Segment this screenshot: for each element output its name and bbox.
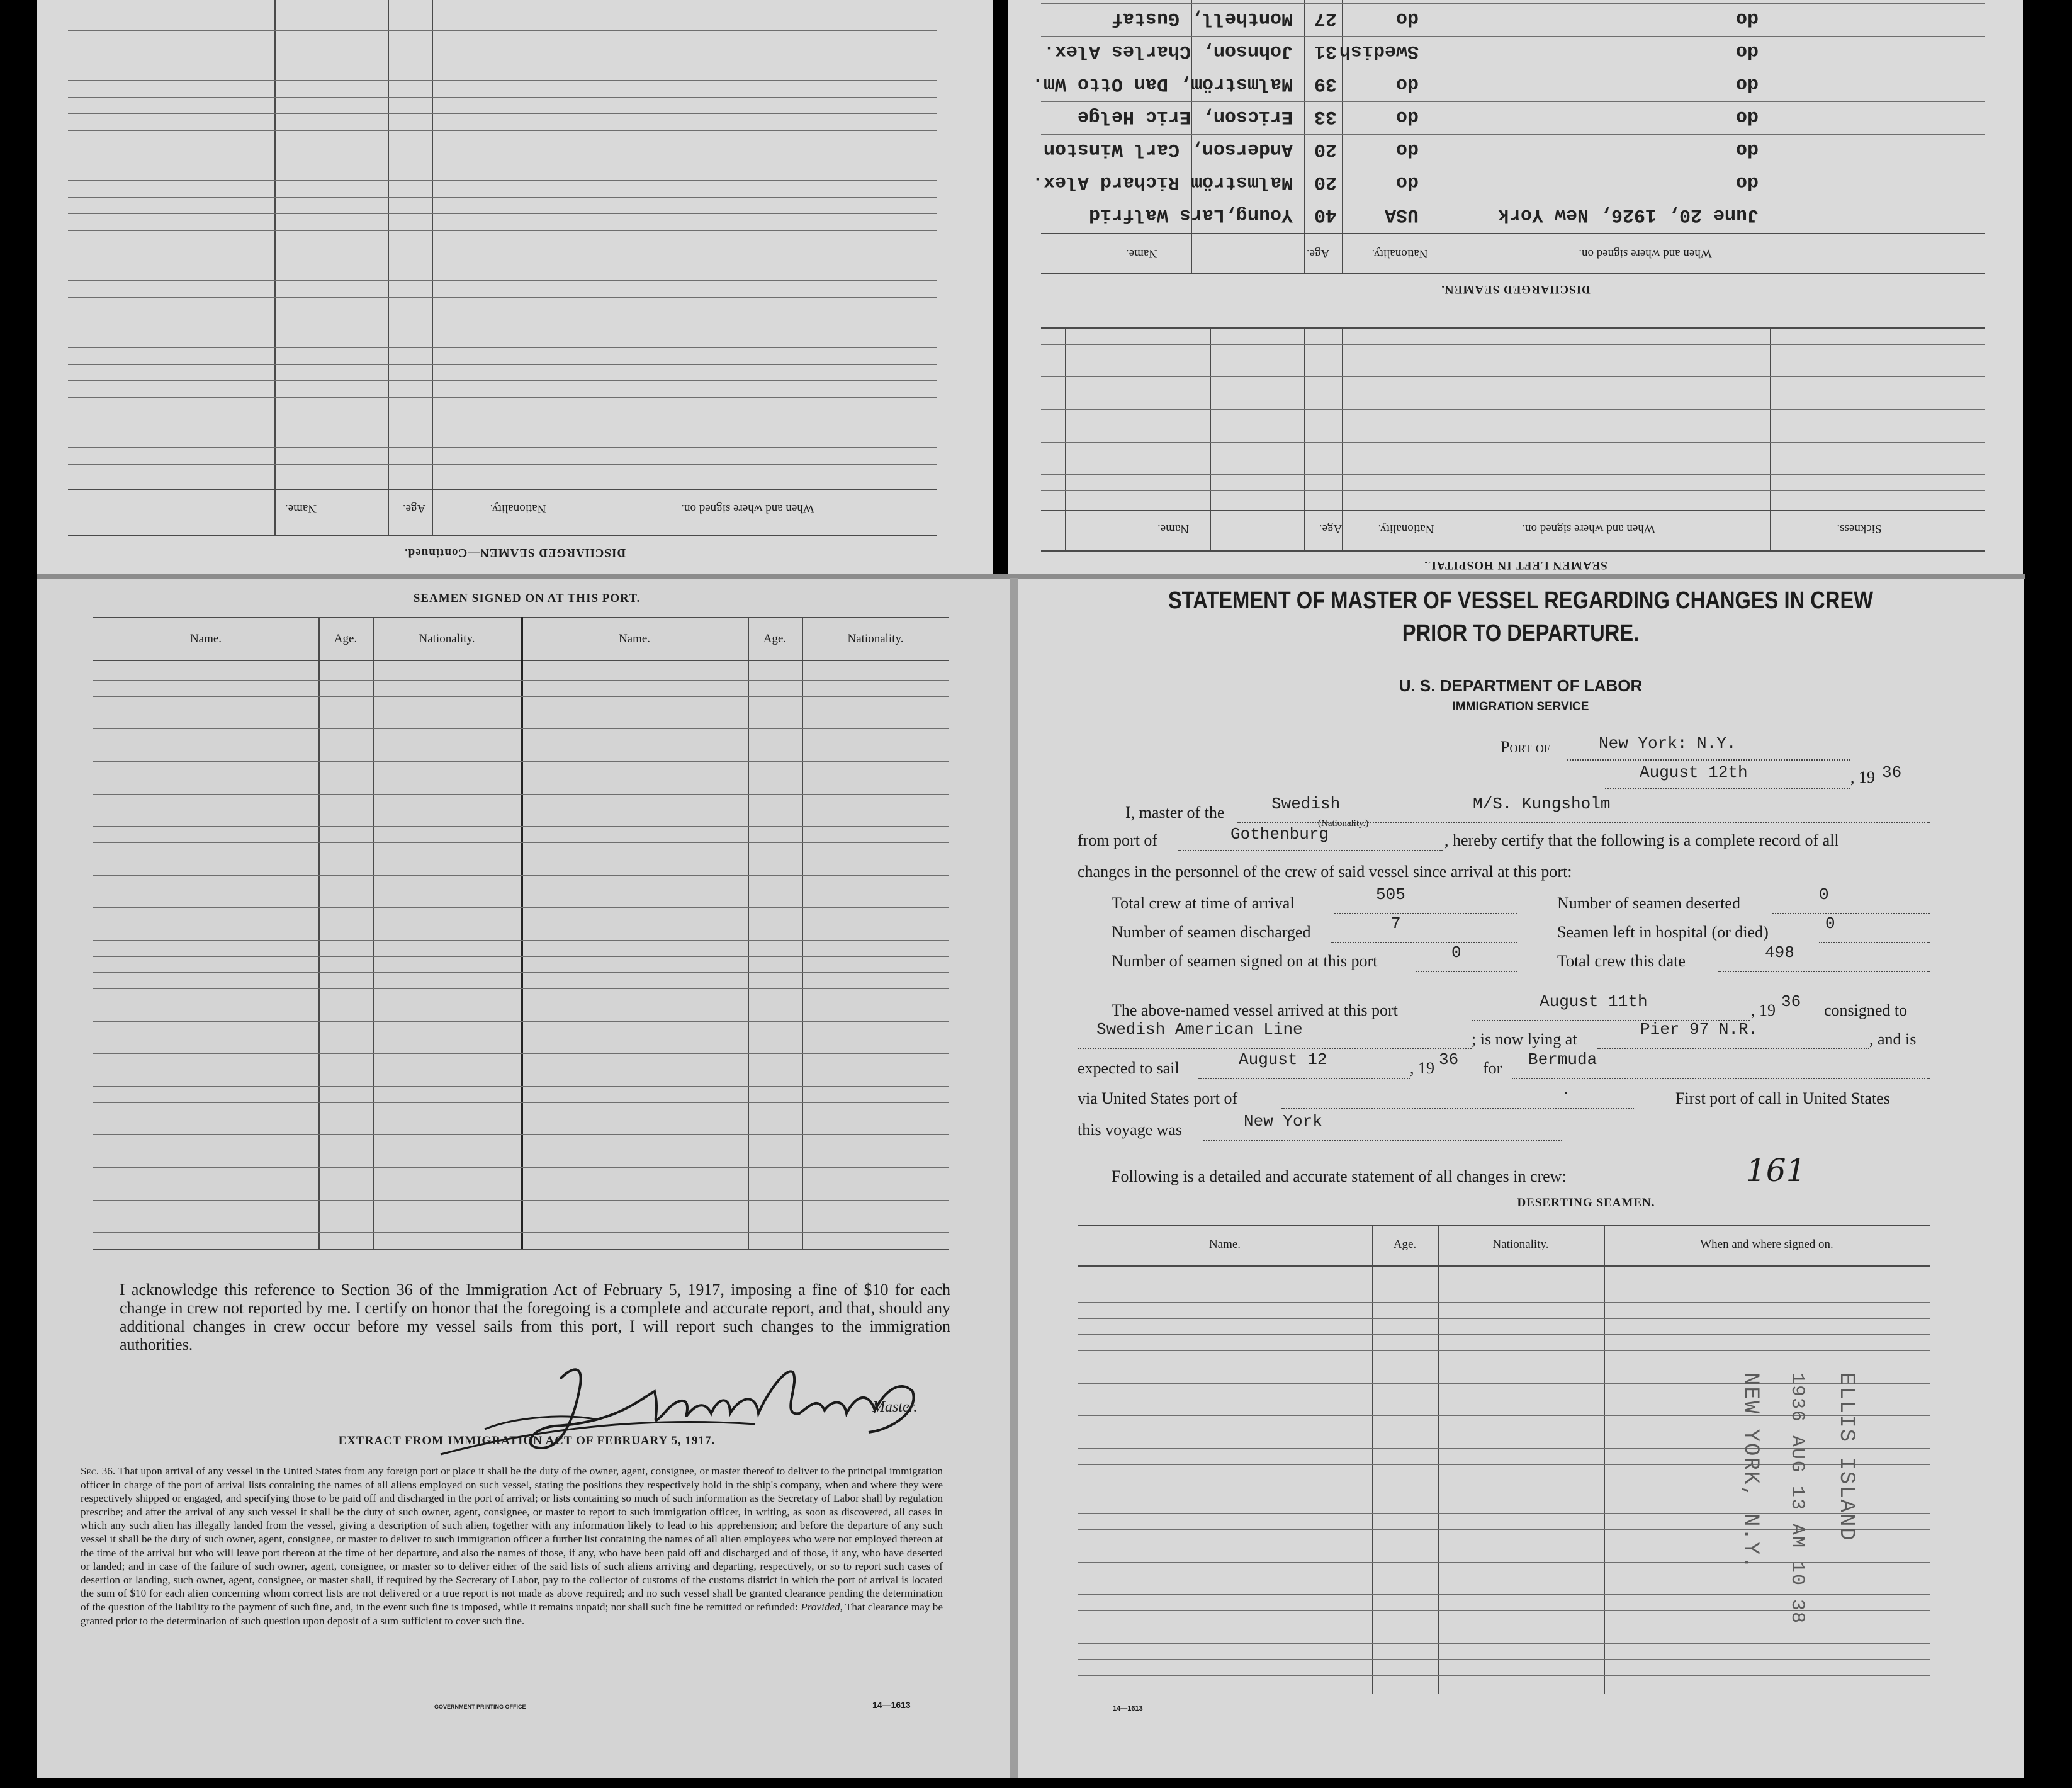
col-divider [1342,329,1343,552]
and-is: , and is [1869,1030,1917,1048]
table-row-rule [93,940,949,941]
table-row-rule [68,397,937,398]
col-nationality: Nationality. [1492,1238,1549,1251]
deserting-title: DESERTING SEAMEN. [1517,1196,1655,1209]
col-age: Age. [334,632,358,645]
via-value[interactable]: . [1561,1080,1571,1099]
discharged-name: Malmström Richard Alex. [1032,171,1293,193]
total-date-label: Total crew this date [1557,952,1686,970]
title-line-2: PRIOR TO DEPARTURE. [1402,620,1640,647]
nationality-hint: (Nationality.) [1318,818,1369,829]
table-row-rule [1078,1675,1930,1676]
table-row-rule [1078,1350,1930,1351]
port-label: Port of [1501,738,1550,756]
table-row-rule [68,130,937,131]
table-border [1041,550,1985,552]
col-divider [1304,0,1305,274]
table-row-rule [93,956,949,957]
table-row-rule [93,794,949,795]
discharged-name: Anderson, Carl Winston [1043,139,1293,160]
discharged-nationality: do [1395,8,1419,29]
total-date-line [1718,971,1930,972]
discharged-label: Number of seamen discharged [1112,923,1311,941]
col-age: Age. [402,502,426,515]
table-row-rule [1041,101,1985,102]
sail-year-prefix: , 19 [1410,1059,1434,1077]
col-nationality: Nationality. [490,502,546,515]
table-row-rule [93,1134,949,1135]
col-signed: When and where signed on. [681,502,814,515]
col-divider [1065,329,1066,552]
col-divider [1210,329,1211,552]
col-divider [373,617,374,1249]
col-divider-main [521,617,523,1249]
discharged-nationality: do [1395,139,1419,160]
discharged-signed: June 20, 1926, New York [1497,204,1759,225]
from-port-value[interactable]: Gothenburg [1230,825,1329,844]
changes-text: changes in the personnel of the crew of said vessel since arrival at this port: [1078,863,1572,881]
hospital-title: SEAMEN LEFT IN HOSPITAL. [1424,558,1607,572]
table-row-rule [1041,474,1985,475]
col-name: Name. [1125,247,1158,260]
deserted-value[interactable]: 0 [1819,885,1829,904]
discharged-signed: do [1735,73,1759,94]
discharged-name: Malmström, Dan Otto Wm. [1032,73,1293,94]
extract-provided: Provided, [801,1600,843,1613]
header-rule [68,489,937,490]
arrived-year[interactable]: 36 [1781,992,1801,1011]
consignee-value[interactable]: Swedish American Line [1096,1020,1303,1039]
table-row-rule [68,47,937,48]
discharged-age: 39 [1314,73,1337,94]
destination-value[interactable]: Bermuda [1528,1050,1597,1069]
table-row-rule [93,728,949,729]
sail-year[interactable]: 36 [1439,1050,1459,1069]
table-row-rule [93,1167,949,1168]
table-row-rule [1078,1318,1930,1319]
col-signed: When and where signed on. [1579,247,1712,260]
col-signed: When and where signed on. [1700,1238,1833,1251]
vertical-fold [1010,578,1018,1778]
master-label: Master. [872,1399,918,1415]
col-divider [1438,1225,1439,1694]
table-row-rule [68,97,937,98]
table-row-rule [68,30,937,31]
discharged-age: 31 [1314,40,1337,62]
discharged-nationality: do [1395,106,1419,127]
discharged-age: 33 [1314,106,1337,127]
col-name: Name. [284,502,317,515]
discharged-signed: do [1735,106,1759,127]
stamp-line-2: 1936 AUG 13 AM 10 38 [1786,1372,1808,1625]
table-border [1078,1225,1930,1226]
table-row-rule [1041,3,1985,4]
discharged-age: 27 [1314,8,1337,29]
col-divider [802,617,803,1249]
consigned-label: consigned to [1824,1001,1908,1019]
table-row-rule [93,907,949,908]
printing-office: GOVERNMENT PRINTING OFFICE [434,1704,526,1710]
title-line-1: STATEMENT OF MASTER OF VESSEL REGARDING CHANGES IN CREW [1168,587,1874,614]
lying-value[interactable]: Pier 97 N.R. [1640,1020,1759,1039]
discharged-age: 20 [1314,171,1337,193]
table-row-rule [1041,409,1985,410]
nationality-value[interactable]: Swedish [1271,795,1341,813]
discharged-nationality: USA [1384,204,1419,225]
table-row-rule [93,826,949,827]
signed-on-title: SEAMEN SIGNED ON AT THIS PORT. [413,592,641,605]
discharged-name: Young,Lars Walfrid [1088,204,1293,225]
table-row-rule [1041,490,1985,491]
table-border [1041,273,1985,274]
signed-on-label: Number of seamen signed on at this port [1112,952,1378,970]
header-rule [1041,233,1985,234]
discharged-value[interactable]: 7 [1391,914,1401,933]
voyage-value[interactable]: New York [1244,1112,1322,1131]
table-row-rule [68,230,937,231]
table-row-rule [68,464,937,465]
discharged-signed: do [1735,139,1759,160]
col-divider [1770,329,1771,552]
col-nationality: Nationality. [1378,522,1434,535]
lying-line [1597,1048,1869,1049]
department: U. S. DEPARTMENT OF LABOR [1399,676,1643,695]
col-age: Age. [1393,1238,1417,1251]
header-rule [1078,1265,1930,1267]
col-divider [318,617,320,1249]
date-value[interactable]: August 12th [1640,763,1748,782]
table-row-rule [1041,442,1985,443]
form-number-right: 14—1613 [1113,1705,1143,1712]
vessel-value[interactable]: M/S. Kungsholm [1473,795,1611,813]
top-right-section [1008,0,2023,578]
table-row-rule [68,197,937,198]
expected-label: expected to sail [1078,1059,1180,1077]
table-row-rule [68,364,937,365]
date-line [1605,788,1850,789]
table-row-rule [1041,344,1985,345]
table-row-rule [68,247,937,248]
extract-body [81,1464,943,1627]
total-crew-line [1334,913,1517,914]
discharged-signed: do [1735,8,1759,29]
acknowledgement-text: I acknowledge this reference to Section 36 of the Immigration Act of February 5, 1917, imposing a fine of $10 for each change in crew not reported by me. I certify on honor that the foregoing is a complete and accurate report, and that, should any additional changes in crew occur before my vessel sails from this port, I will report such changes to the immigration authorities. [120,1281,950,1354]
col-divider [1304,329,1305,552]
table-row-rule [93,1053,949,1054]
discharged-age: 20 [1314,139,1337,160]
table-row-rule [93,842,949,843]
table-row-rule [93,761,949,762]
stamp-line-1: ELLIS ISLAND [1834,1372,1858,1542]
section-title: DISCHARGED SEAMEN—Continued. [403,546,626,559]
table-row-rule [1078,1302,1930,1303]
extract-sec: Sec. 36. [81,1465,116,1477]
table-row-rule [1041,36,1985,37]
col-name: Name. [1157,522,1190,535]
table-row-rule [93,680,949,681]
hospital-line [1819,942,1930,943]
stamp-line-3: NEW YORK, N.Y. [1738,1372,1762,1570]
consignee-line [1078,1048,1472,1049]
arrived-year-prefix: , 19 [1751,1001,1776,1019]
discharged-nationality: Swedish [1339,40,1419,62]
statement-title [1088,584,1954,650]
i-master-label: I, master of the [1125,803,1225,822]
voyage-line [1203,1140,1562,1141]
discharged-name: Ericson, Eric Helge [1077,106,1293,127]
table-border [68,535,937,536]
discharged-signed: do [1735,40,1759,62]
sail-value[interactable]: August 12 [1239,1050,1327,1069]
col-name-2: Name. [618,632,651,645]
sail-line [1198,1078,1410,1079]
form-number-left: 14—1613 [872,1700,911,1710]
first-port-label: First port of call in United States [1675,1089,1890,1107]
discharged-nationality: do [1395,171,1419,193]
table-row-rule [68,381,937,382]
port-value[interactable]: New York: N.Y. [1599,734,1737,753]
discharged-name: Johnson, Charles Alex. [1043,40,1293,62]
via-label: via United States port of [1078,1089,1238,1107]
col-divider [1372,1225,1373,1694]
col-signed: When and where signed on. [1522,522,1655,535]
col-age: Age. [1319,522,1343,535]
table-row-rule [68,414,937,415]
table-row-rule [68,314,937,315]
following-text: Following is a detailed and accurate statement of all changes in crew: [1112,1167,1567,1185]
extract-tail: That clearance may be granted prior to the determination of such question upon deposit of a sum sufficient to cover such fine. [81,1600,943,1627]
table-row-rule [68,114,937,115]
table-row-rule [1041,134,1985,135]
from-port-label: from port of [1078,831,1158,849]
table-row-rule [1078,1334,1930,1335]
table-row-rule [93,988,949,989]
col-name: Name. [1208,1238,1241,1251]
table-row-rule [68,297,937,298]
signed-on-line [1416,971,1517,972]
table-row-rule [93,875,949,876]
total-date-value[interactable]: 498 [1765,943,1794,962]
table-row-rule [1041,376,1985,377]
deserted-label: Number of seamen deserted [1557,894,1740,912]
header-rule [1041,510,1985,511]
from-port-line [1178,850,1443,851]
table-border [93,1249,949,1250]
hospital-label: Seamen left in hospital (or died) [1557,923,1769,941]
table-row-rule [93,1021,949,1022]
discharged-line [1331,942,1517,943]
extract-text: That upon arrival of any vessel in the United States from any foreign port or place it shall be the duty of the owner, agent, consignee, or master thereof to deliver to the principal immigration officer in charge of the port of arrival lists containing the names of all aliens employed on such vessel, stating the positions they respectively hold in the ship's company, when and where they were respectively shipped or engaged, and specifying those to be paid off and discharged in the port of arrival; or lists containing so much of such information as the Secretary of Labor shall by regulation prescribe; and after the arrival of any such vessel it shall be the duty of such owner, agent, consignee, or master to report to such immigration officer, in writing, as soon as discovered, all cases in which any such alien has illegally landed from the vessel, giving a description of such alien, together with any information likely to lead to his apprehension; and before the departure of any such vessel it shall be the duty of such owner, agent, consignee, or master to deliver to such immigration officer a further list containing the names of all alien employees who were not employed thereon at the time of the arrival but who will leave port thereon at the time of her departure, and also the names of those, if any, who have been paid off and discharged and of those, if any, who have deserted or landed; and in case of the failure of such owner, agent, consignee, or master so to deliver either of the said lists of such aliens arriving and departing, respectively, or so to report such cases of desertion or landing, such owner, agent, consignee, or master shall, if required by the Secretary of Labor, pay to the collector of customs of the customs district in which the port of arrival is located the sum of $10 for each alien concerning whom correct lists are not delivered or a true report is not made as above required; and no such vessel shall be granted clearance pending the determination of the question of the liability to the payment of such fine, and, in the event such fine is imposed, while it remains unpaid; nor shall such fine be remitted or refunded: [81,1465,943,1613]
discharged-age: 40 [1314,204,1337,225]
discharged-title: DISCHARGED SEAMEN. [1441,283,1591,296]
col-nationality: Nationality. [1371,247,1428,260]
table-row-rule [68,214,937,215]
table-row-rule [93,696,949,697]
table-row-rule [93,1200,949,1201]
page-number: 161 [1746,1152,1806,1189]
arrived-label: The above-named vessel arrived at this port [1112,1001,1398,1019]
col-sickness: Sickness. [1837,522,1882,535]
for-label: for [1483,1059,1502,1077]
table-row-rule [68,147,937,148]
deserted-line [1772,913,1930,914]
col-nationality-2: Nationality. [847,632,904,645]
table-row-rule [93,1086,949,1087]
total-crew-label: Total crew at time of arrival [1112,894,1295,912]
discharged-nationality: do [1395,73,1419,94]
table-row-rule [93,1102,949,1103]
destination-line [1512,1078,1930,1079]
lying-label: ; is now lying at [1472,1030,1577,1048]
port-line [1567,759,1850,761]
via-line [1281,1108,1634,1109]
discharged-signed: do [1735,171,1759,193]
table-row-rule [1078,1643,1930,1644]
col-age: Age. [1306,247,1330,260]
discharged-continued-section [37,0,993,578]
certify-text: , hereby certify that the following is a complete record of all [1444,831,1839,849]
col-divider [1604,1225,1605,1694]
table-border [1041,327,1985,329]
total-crew-value[interactable]: 505 [1376,885,1405,904]
col-age-2: Age. [763,632,787,645]
arrived-value[interactable]: August 11th [1540,992,1648,1011]
year-prefix: , 19 [1850,768,1875,786]
discharged-name: Monthell, Gustaf [1111,8,1293,29]
col-divider [748,617,749,1249]
signed-on-value[interactable]: 0 [1451,943,1461,962]
table-row-rule [1078,1659,1930,1660]
service: IMMIGRATION SERVICE [1452,700,1589,713]
extract-title: EXTRACT FROM IMMIGRATION ACT OF FEBRUARY 5, 1917. [338,1434,716,1447]
table-row-rule [93,1232,949,1233]
table-row-rule [93,972,949,973]
col-name: Name. [189,632,222,645]
hospital-value[interactable]: 0 [1825,914,1835,933]
voyage-label: this voyage was [1078,1121,1183,1139]
col-nationality: Nationality. [419,632,475,645]
year-value[interactable]: 36 [1882,763,1902,782]
